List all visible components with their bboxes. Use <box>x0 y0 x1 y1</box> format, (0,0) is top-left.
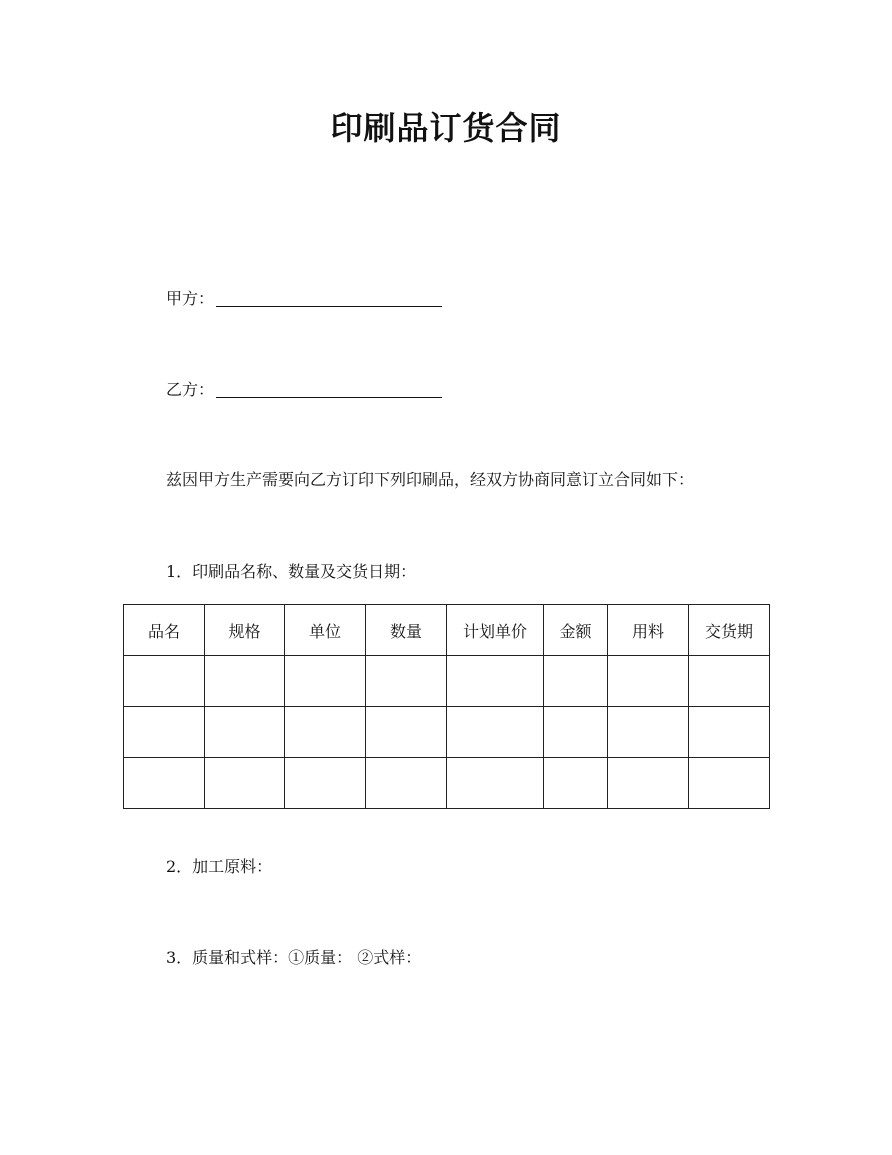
party-b-blank <box>216 379 442 398</box>
table-cell <box>205 707 285 758</box>
table-row <box>124 707 770 758</box>
party-a-label: 甲方： <box>166 289 215 308</box>
table-cell <box>124 758 205 809</box>
table-row <box>124 656 770 707</box>
table-cell <box>366 707 447 758</box>
party-a-blank <box>216 288 442 307</box>
table-row <box>124 758 770 809</box>
table-cell <box>285 656 366 707</box>
table-cell <box>285 758 366 809</box>
table-cell <box>544 707 608 758</box>
table-cell <box>124 656 205 707</box>
header-cell: 计划单价 <box>447 605 544 656</box>
table-cell <box>608 758 689 809</box>
party-a-line <box>166 287 442 311</box>
table-cell <box>544 758 608 809</box>
document-title: 印刷品订货合同 <box>330 109 562 147</box>
table-cell <box>608 656 689 707</box>
header-cell: 用料 <box>608 605 689 656</box>
table-cell <box>205 758 285 809</box>
header-cell: 品名 <box>124 605 205 656</box>
header-cell: 数量 <box>366 605 447 656</box>
section-3-heading: 3．质量和式样：①质量： ②式样： <box>166 948 422 967</box>
table-cell <box>689 758 770 809</box>
table-cell <box>124 707 205 758</box>
party-b-line <box>166 378 442 402</box>
header-cell: 交货期 <box>689 605 770 656</box>
table-cell <box>447 656 544 707</box>
table-cell <box>366 758 447 809</box>
table-cell <box>285 707 366 758</box>
table-cell <box>544 656 608 707</box>
order-table <box>123 604 770 809</box>
intro-text: 兹因甲方生产需要向乙方订印下列印刷品，经双方协商同意订立合同如下： <box>166 470 695 489</box>
table-cell <box>205 656 285 707</box>
party-b-label: 乙方： <box>166 380 215 399</box>
table-cell <box>689 656 770 707</box>
header-cell: 规格 <box>205 605 285 656</box>
table-header-row <box>124 605 770 656</box>
header-cell: 金额 <box>544 605 608 656</box>
section-1-heading: 1．印刷品名称、数量及交货日期： <box>166 562 417 581</box>
table-cell <box>447 707 544 758</box>
header-cell: 单位 <box>285 605 366 656</box>
table-cell <box>689 707 770 758</box>
table-cell <box>608 707 689 758</box>
table-cell <box>447 758 544 809</box>
table-cell <box>366 656 447 707</box>
section-2-heading: 2．加工原料： <box>166 857 273 876</box>
